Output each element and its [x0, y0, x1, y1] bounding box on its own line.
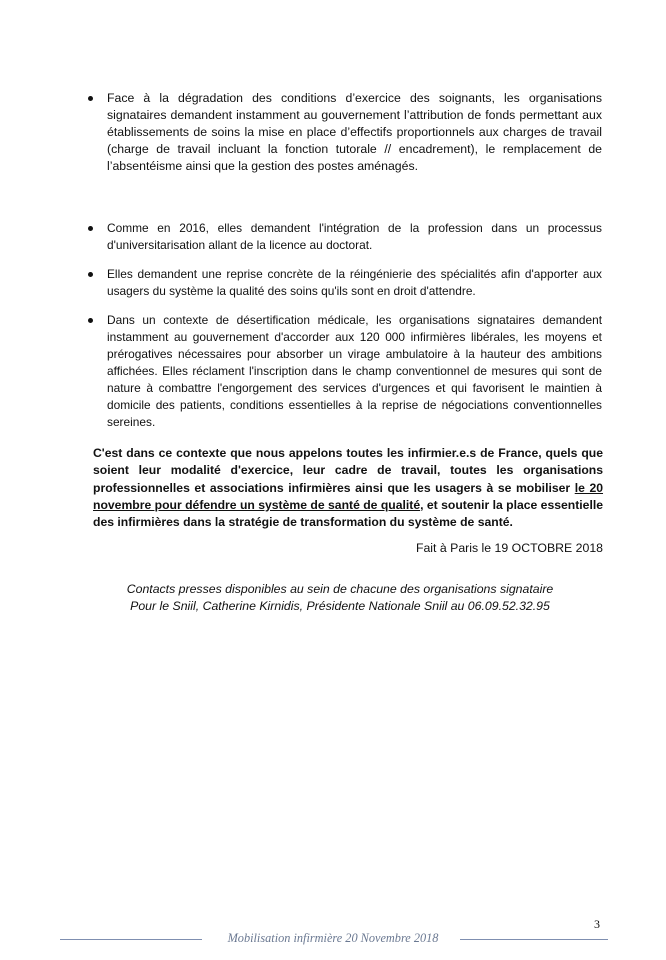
- appeal-text-start: C'est dans ce contexte que nous appelons toutes les infirmier.e.s de France, quels que soient leur modalité d'exercice, leur cadre de travail, toutes les organisations professionnelles et associations infirmières ainsi que les usagers à se mobiliser: [93, 446, 603, 495]
- list-item: [90, 90, 602, 175]
- list-item: [90, 312, 602, 431]
- footer-title: Mobilisation infirmière 20 Novembre 2018: [227, 931, 439, 945]
- list-item: [90, 220, 602, 254]
- press-contacts: [100, 581, 580, 615]
- footer-divider: [460, 939, 608, 940]
- bullet-icon: [88, 96, 93, 101]
- bullet-icon: [88, 318, 93, 323]
- place-and-date: Fait à Paris le 19 OCTOBRE 2018: [415, 541, 603, 555]
- bullet-icon: [88, 226, 93, 231]
- page-number: 3: [594, 917, 600, 931]
- list-item-text: Comme en 2016, elles demandent l'intégration de la profession dans un processus d'universitarisation allant de la licence au doctorat.: [107, 221, 602, 252]
- appeal-text-end: , et soutenir la place essentielle des infirmières dans la stratégie de transformation du système de santé.: [93, 498, 604, 530]
- list-item-text: Face à la dégradation des conditions d’exercice des soignants, les organisations signataires demandent instamment au gouvernement l’attribution de fonds permettant aux établissements de soins la mise en place d’effectifs proportionnels aux charges de travail (charge de travail incluant la fonction tutorale // encadrement), le remplacement de l’absentéisme ainsi que la gestion des postes aménagés.: [107, 91, 602, 173]
- list-item-text: Dans un contexte de désertification médicale, les organisations signataires demandent instamment au gouvernement d'accorder aux 120 000 infirmières libérales, les moyens et prérogatives nécessaires pour absorber un virage ambulatoire à la hauteur des ambitions affichées. Elles réclament l'inscription dans le champ conventionnel de mesures qui sont de nature à combattre l'engorgement des services d'urgences et qui favorisent le maintien à domicile des patients, conditions essentielles à la reprise de négociations conventionnelles sereines.: [107, 313, 602, 429]
- list-item-text: Elles demandent une reprise concrète de la réingénierie des spécialités afin d'apporter aux usagers du système la qualité des soins qu'ils sont en droit d'attendre.: [107, 267, 602, 298]
- footer-divider: [60, 939, 202, 940]
- contacts-line: Contacts presses disponibles au sein de chacune des organisations signataire: [126, 582, 554, 596]
- list-item: [90, 266, 602, 300]
- page-footer: [60, 931, 608, 947]
- bullet-icon: [88, 272, 93, 277]
- appeal-underlined-text: le 20 novembre pour défendre un système de santé de qualité: [93, 480, 604, 513]
- call-to-mobilize-paragraph: [93, 445, 603, 531]
- contacts-line: Pour le Sniil, Catherine Kirnidis, Présidente Nationale Sniil au 06.09.52.32.95: [130, 599, 550, 613]
